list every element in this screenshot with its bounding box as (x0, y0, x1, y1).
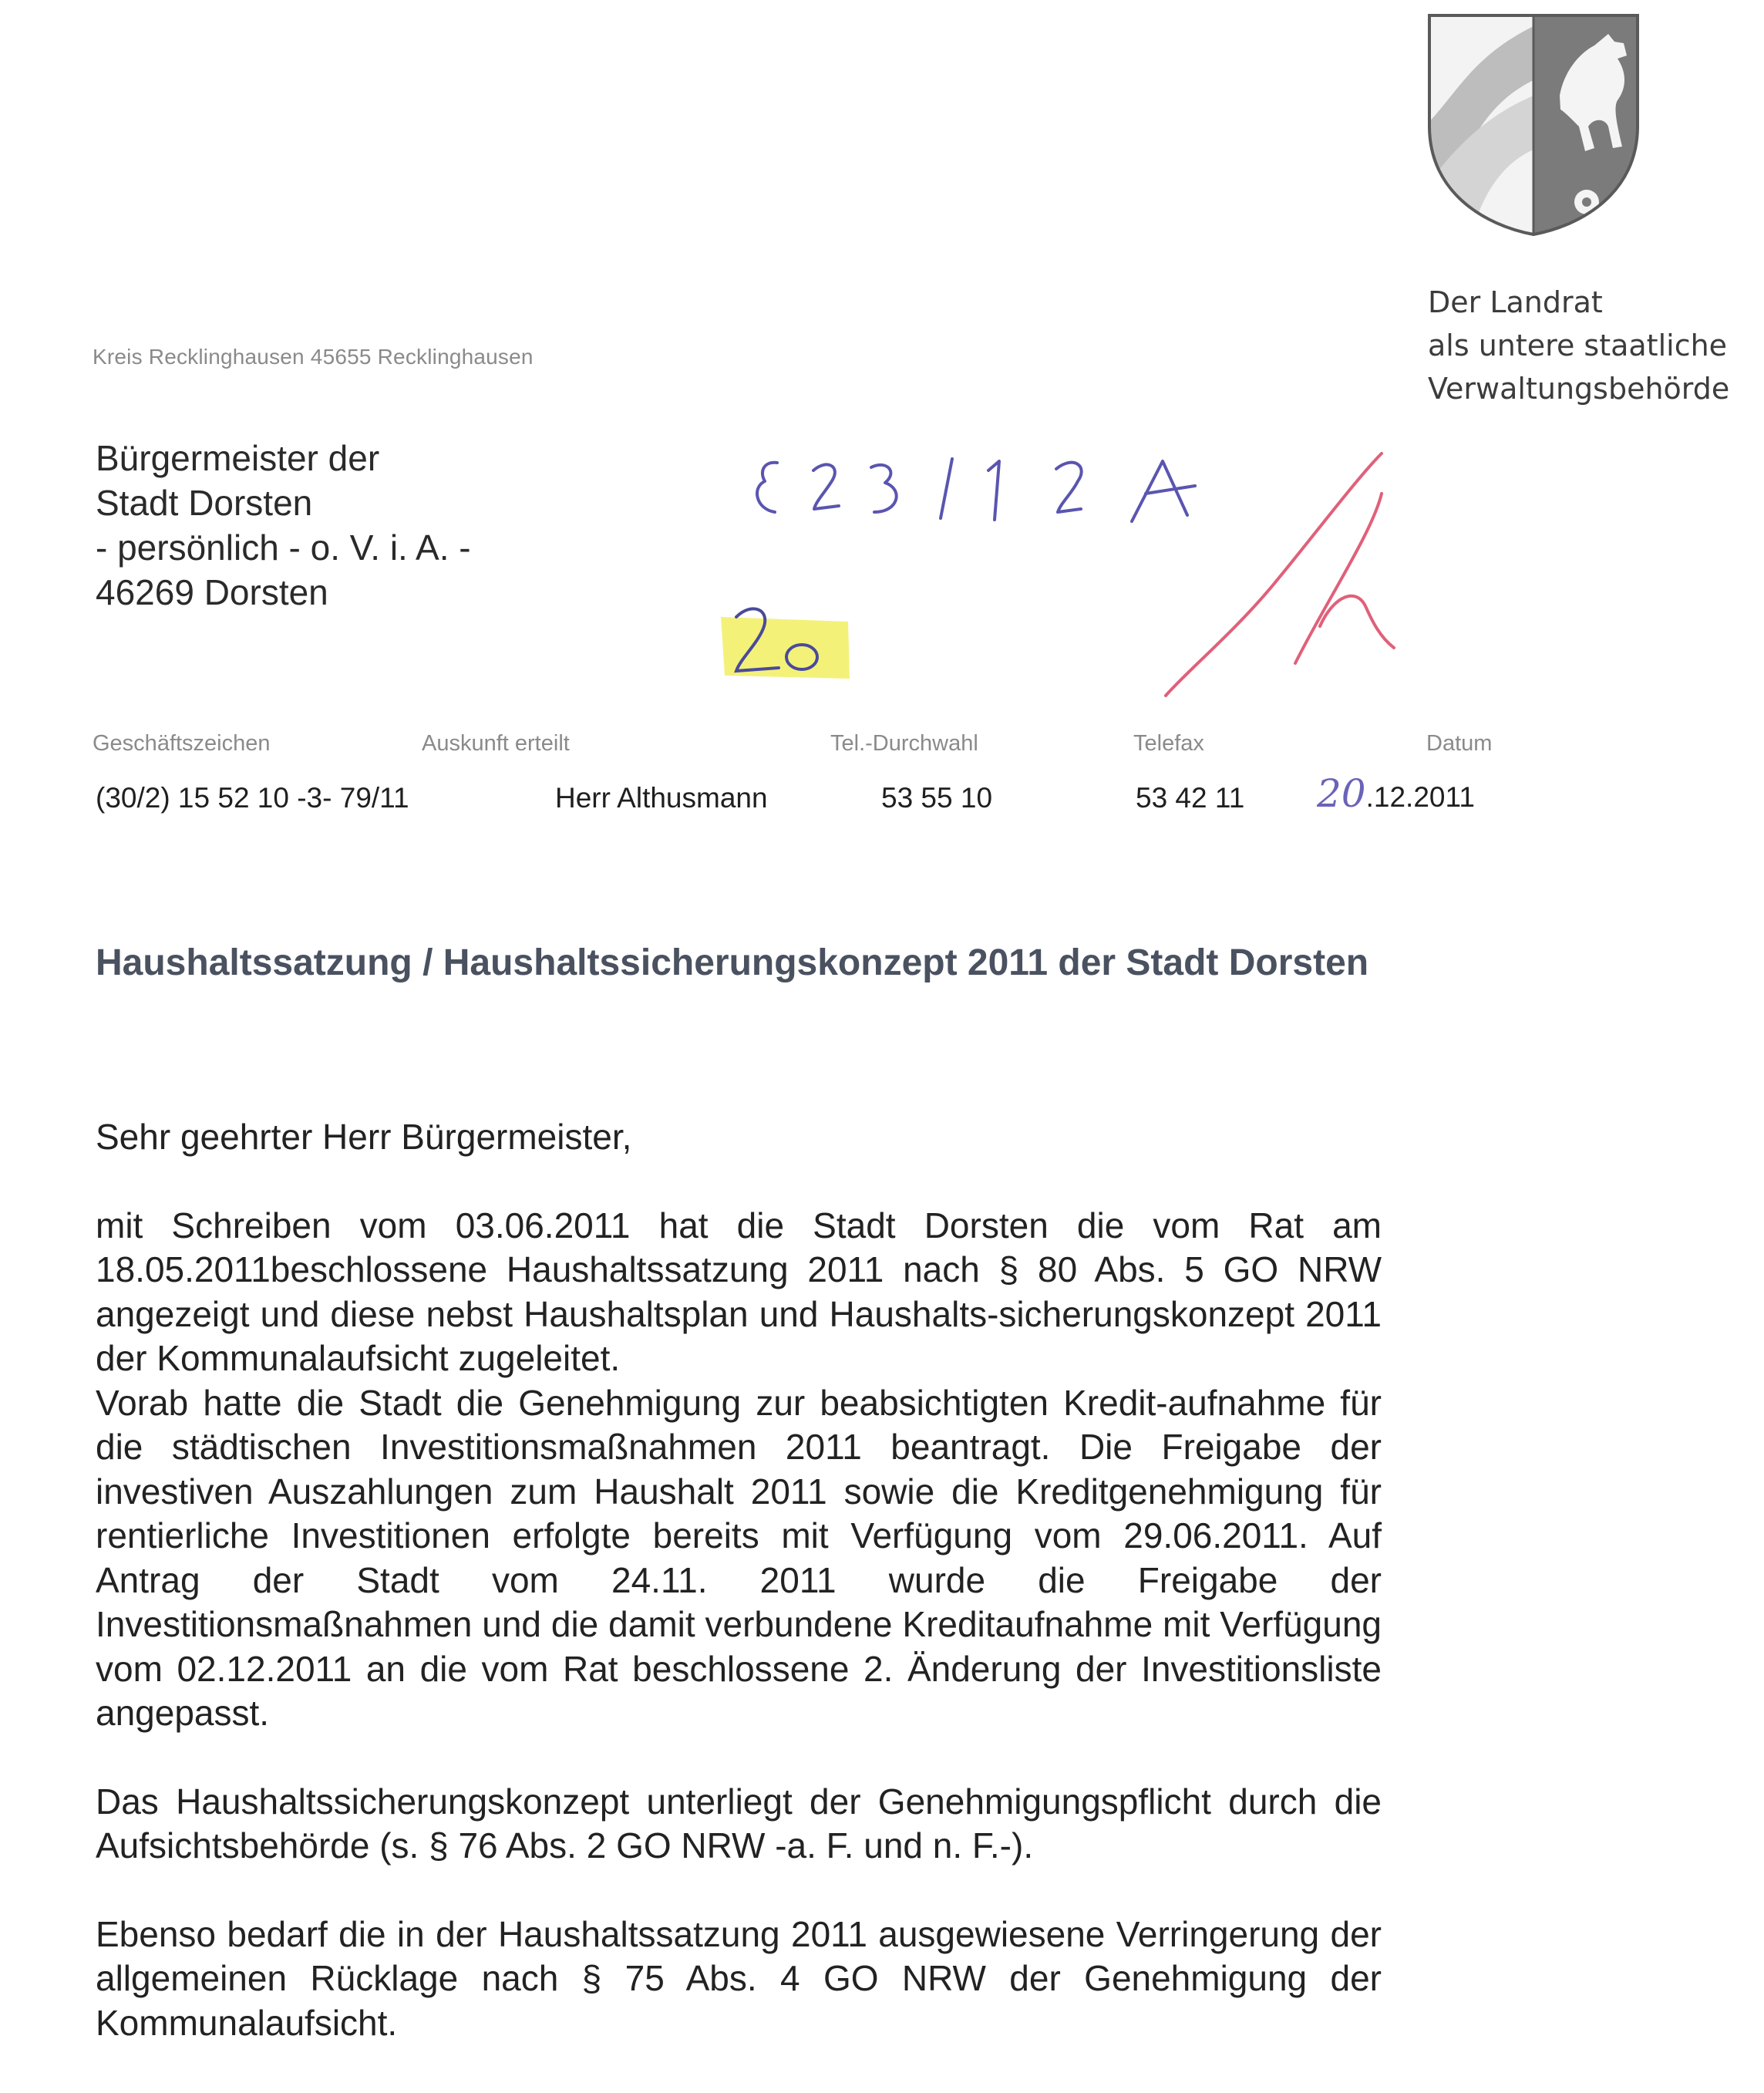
fax-label: Telefax (1133, 731, 1204, 756)
body-paragraph: Vorab hatte die Stadt die Genehmigung zur beabsichtigten Kredit-aufnahme für die städtischen Investitionsmaßnahmen 2011 beantragt. Die Freigabe der investiven Auszahlungen zum Haushalt 2011 sowie die Kreditgenehmigung für rentierliche Investitionen erfolgte bereits mit Verfügung vom 29.06.2011. Auf Antrag der Stadt vom 24.11. 2011 wurde die Freigabe der Investitionsmaßnahmen und die damit verbundene Kreditaufnahme mit Verfügung vom 02.12.2011 an die vom Rat beschlossene 2. Änderung der Investitionsliste angepasst. (96, 1382, 1382, 1733)
handwritten-code (757, 459, 1195, 521)
recipient-line: - persönlich - o. V. i. A. - (96, 527, 471, 568)
date-month-year: .12.2011 (1365, 781, 1475, 813)
handwritten-number-20 (736, 608, 817, 671)
signature-mark (1166, 453, 1394, 696)
letter-body (96, 1115, 1382, 2045)
date-value (1317, 771, 1475, 816)
body-paragraph: Ebenso bedarf die in der Haushaltssatzung 2011 ausgewiesene Verringerung der allgemeinen Rücklage nach § 75 Abs. 4 GO NRW der Genehmigung der Kommunalaufsicht. (96, 1913, 1382, 2043)
sender-return-address: Kreis Recklinghausen 45655 Recklinghausen (93, 345, 534, 369)
contact-value: Herr Althusmann (555, 782, 768, 814)
salutation: Sehr geehrter Herr Bürgermeister, (96, 1117, 632, 1157)
nrw-coat-of-arms-icon (1425, 11, 1642, 238)
contact-label: Auskunft erteilt (422, 731, 570, 756)
file-number-value: (30/2) 15 52 10 -3- 79/11 (96, 782, 409, 814)
recipient-line: Stadt Dorsten (96, 483, 313, 523)
body-paragraph: mit Schreiben vom 03.06.2011 hat die Stadt Dorsten die vom Rat am 18.05.2011beschlossene Haushaltssatzung 2011 nach § 80 Abs. 5 GO NRW angezeigt und diese nebst Haushaltsplan und Haushalts-sicherungskonzept 2011 der Kommunalaufsicht zugeleitet. (96, 1205, 1382, 1378)
recipient-address (96, 436, 471, 615)
recipient-line: 46269 Dorsten (96, 572, 328, 612)
date-label: Datum (1426, 731, 1493, 756)
body-paragraph: Das Haushaltssicherungskonzept unterliegt der Genehmigungspflicht durch die Aufsichtsbehörde (s. § 76 Abs. 2 GO NRW -a. F. und n. F.-). (96, 1781, 1382, 1866)
phone-extension-value: 53 55 10 (881, 782, 993, 814)
authority-line: Verwaltungsbehörde (1428, 372, 1730, 406)
authority-line: als untere staatliche (1428, 329, 1728, 362)
recipient-line: Bürgermeister der (96, 438, 380, 478)
highlight-marker (721, 617, 850, 679)
handwritten-date-day: 20 (1317, 771, 1366, 816)
file-number-label: Geschäftszeichen (93, 731, 271, 756)
authority-header (1428, 281, 1729, 410)
authority-line: Der Landrat (1428, 285, 1603, 319)
phone-extension-label: Tel.-Durchwahl (830, 731, 978, 756)
fax-value: 53 42 11 (1136, 782, 1245, 814)
letter-subject: Haushaltssatzung / Haushaltssicherungskonzept 2011 der Stadt Dorsten (96, 942, 1369, 983)
